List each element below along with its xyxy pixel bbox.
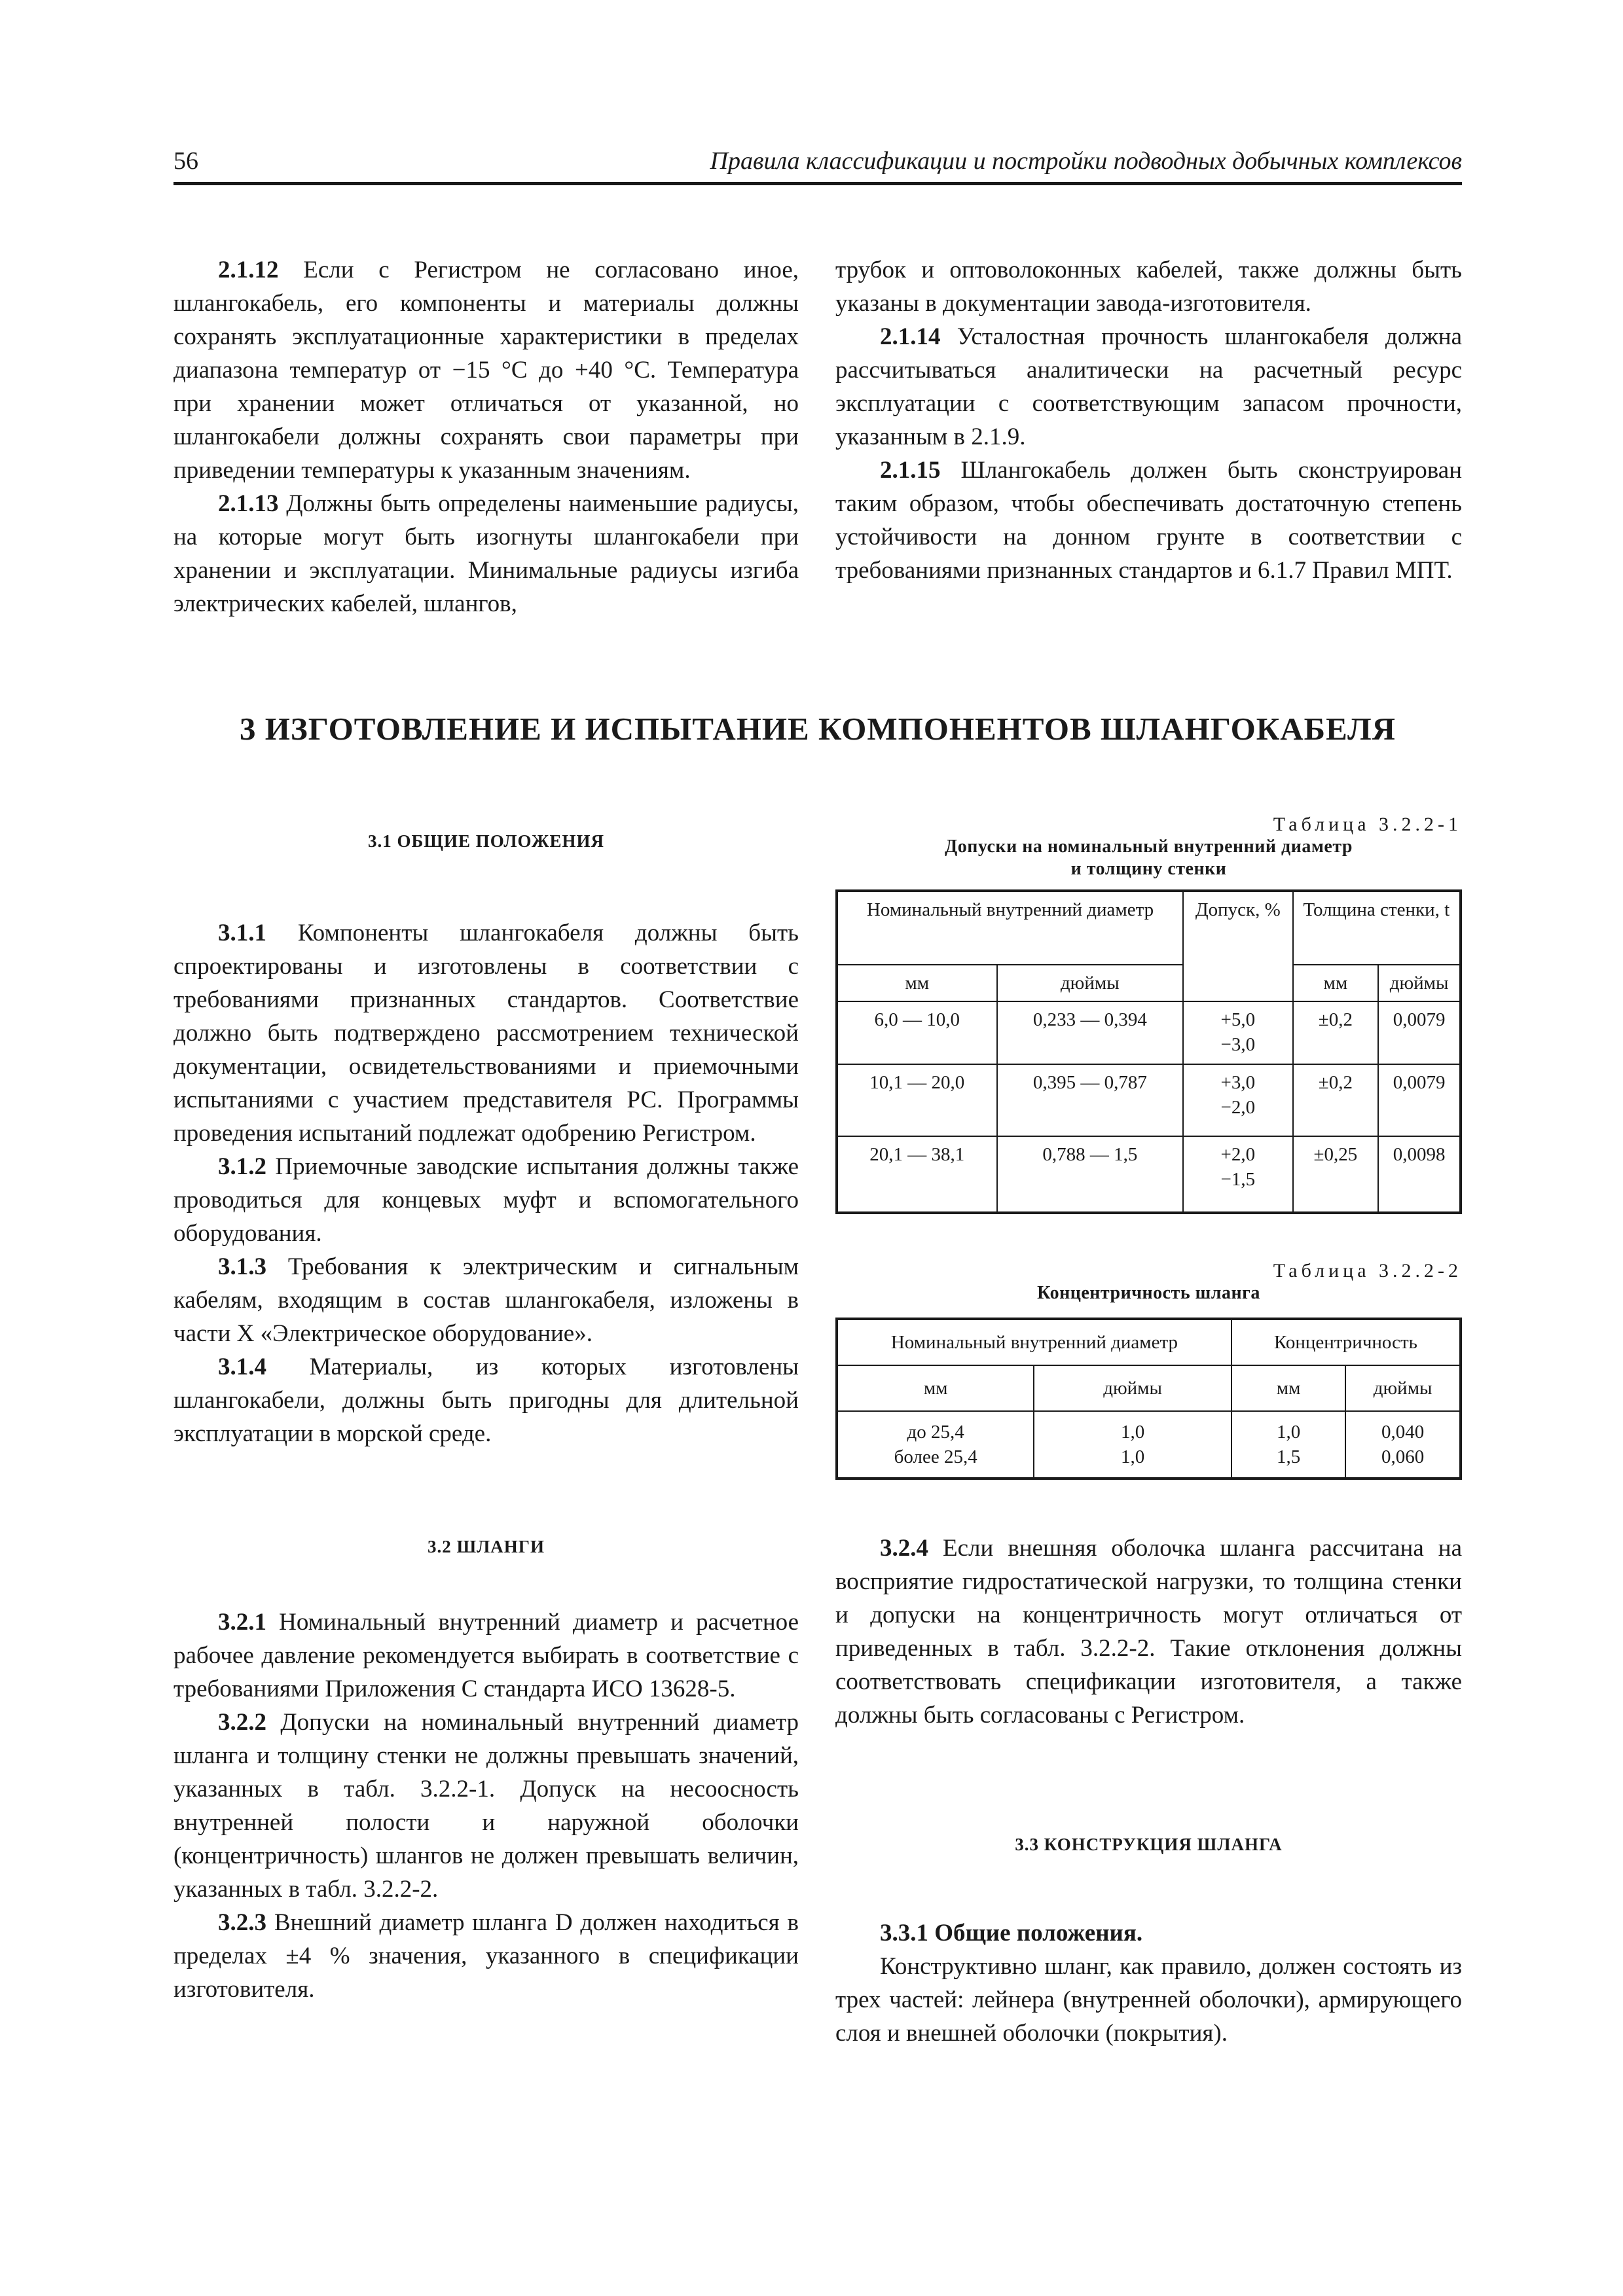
section-3-1-body xyxy=(173,916,799,1450)
clause-number: 3.2.1 xyxy=(218,1609,266,1636)
table-cell: 0,233 — 0,394 xyxy=(997,1001,1184,1064)
clause-3-2-4 xyxy=(835,1532,1462,1732)
tolerance-table xyxy=(835,889,1462,1214)
table-cell: ±0,2 xyxy=(1293,1064,1379,1136)
table-row xyxy=(837,1136,1461,1213)
paragraph: 3.2.2 Допуски на номинальный внутренний диаметр шланга и толщину стенки не должны превышать значений, указанных в табл. 3.2.2-1. Допуск на несоосность внутренней полости и наружной оболочки (концентричность) шлангов не должен превышать величин, указанных в табл. 3.2.2-2. xyxy=(173,1709,799,1903)
table-title: Допуски на номинальный внутренний диаметр и толщину стенки xyxy=(944,836,1353,879)
table-cell: 0,0079 xyxy=(1378,1064,1461,1136)
table-row xyxy=(837,1001,1461,1064)
table-cell: 10,1 — 20,0 xyxy=(837,1064,997,1136)
paragraph xyxy=(835,1916,1462,1950)
clause-number: 3.1.2 xyxy=(218,1153,266,1180)
clause-number: 3.1.3 xyxy=(218,1253,266,1280)
table-cell: +2,0 −1,5 xyxy=(1183,1136,1293,1213)
header-cell: мм xyxy=(837,1365,1034,1411)
clause-number: 3.1.4 xyxy=(218,1354,266,1380)
paragraph: 2.1.15 Шлангокабель должен быть сконструирован таким образом, чтобы обеспечивать достаточную степень устойчивости на донном грунте в соответствии с требованиями признанных стандартов и 6.1.7 Правил МПТ. xyxy=(835,457,1462,584)
table-header-row xyxy=(837,1319,1461,1365)
header-cell: Толщина стенки, t xyxy=(1293,891,1461,965)
section-3-3-body xyxy=(835,1916,1462,2050)
header-cell: мм xyxy=(1231,1365,1345,1411)
table-row xyxy=(837,1411,1461,1479)
table-cell: 0,0079 xyxy=(1378,1001,1461,1064)
header-cell: Допуск, % xyxy=(1183,891,1293,1001)
section-3-1-title: 3.1 ОБЩИЕ ПОЛОЖЕНИЯ xyxy=(367,831,605,851)
paragraph: 2.1.13 Должны быть определены наименьшие радиусы, на которые могут быть изогнуты шлангокабели при хранении и эксплуатации. Минимальные радиусы изгиба электрических кабелей, шлангов, xyxy=(173,490,799,617)
clause-number: 3.2.4 xyxy=(880,1535,928,1562)
paragraph: 2.1.12 Если с Регистром не согласовано иное, шлангокабель, его компоненты и материалы должны сохранять эксплуатационные характеристики в пределах диапазона температур от −15 °С до +40 °С. Температура при хранении может отличаться от указанной, но шлангокабели должны сохранять свои параметры при приведении температуры к указанным значениям. xyxy=(173,257,799,484)
table-cell: 1,0 1,0 xyxy=(1034,1411,1231,1479)
section-3-2-body xyxy=(173,1605,799,2006)
paragraph: 3.1.2 Приемочные заводские испытания должны также проводиться для концевых муфт и вспомогательного оборудования. xyxy=(173,1153,799,1247)
header-cell: дюймы xyxy=(1378,965,1461,1001)
table-row xyxy=(837,1064,1461,1136)
page-number: 56 xyxy=(173,147,198,175)
table-cell: +3,0 −2,0 xyxy=(1183,1064,1293,1136)
table-header-row xyxy=(837,891,1461,965)
clause-number: 2.1.13 xyxy=(218,490,279,517)
paragraph: 3.2.3 Внешний диаметр шланга D должен находиться в пределах ±4 % значения, указанного в спецификации изготовителя. xyxy=(173,1909,799,2003)
clause-number: 3.2.3 xyxy=(218,1909,266,1936)
clause-number: 2.1.12 xyxy=(218,257,279,283)
table-cell: 20,1 — 38,1 xyxy=(837,1136,997,1213)
paragraph: 3.1.3 Требования к электрическим и сигнальным кабелям, входящим в состав шлангокабеля, изложены в части X «Электрическое оборудование». xyxy=(173,1253,799,1347)
clause-number: 3.2.2 xyxy=(218,1709,266,1736)
table-cell: ±0,2 xyxy=(1293,1001,1379,1064)
subsection-heading: 3.3.1 Общие положения. xyxy=(880,1920,1143,1946)
table-header-row xyxy=(837,1365,1461,1411)
header-cell: Номинальный внутренний диаметр xyxy=(837,1319,1231,1365)
header-cell: Концентричность xyxy=(1231,1319,1461,1365)
concentricity-table xyxy=(835,1318,1462,1480)
header-cell: дюймы xyxy=(1345,1365,1461,1411)
clause-number: 3.1.1 xyxy=(218,920,266,946)
paragraph: 2.1.14 Усталостная прочность шлангокабеля должна рассчитываться аналитически на расчетный ресурс эксплуатации с соответствующим запасом прочности, указанным в 2.1.9. xyxy=(835,323,1462,450)
table-cell: до 25,4 более 25,4 xyxy=(837,1411,1034,1479)
table-header-row xyxy=(837,965,1461,1001)
section-3-3-title: 3.3 КОНСТРУКЦИЯ ШЛАНГА xyxy=(1015,1835,1283,1854)
paragraph: 3.1.1 Компоненты шлангокабеля должны быть спроектированы и изготовлены в соответствии с требованиями признанных стандартов. Соответствие должно быть подтверждено рассмотрением технической документации, освидетельствованиями и приемочными испытаниями с участием представителя РС. Программы проведения испытаний подлежат одобрению Регистром. xyxy=(173,920,799,1147)
table-number: Таблица 3.2.2-1 xyxy=(1273,814,1462,835)
header-cell: мм xyxy=(1293,965,1379,1001)
column-right-top xyxy=(835,253,1462,587)
table-cell: 0,040 0,060 xyxy=(1345,1411,1461,1479)
section-3-2-title: 3.2 ШЛАНГИ xyxy=(428,1537,545,1556)
column-left-top xyxy=(173,253,799,620)
header-cell: дюймы xyxy=(997,965,1184,1001)
table-cell: ±0,25 xyxy=(1293,1136,1379,1213)
table-cell: 0,788 — 1,5 xyxy=(997,1136,1184,1213)
paragraph: 3.2.4 Если внешняя оболочка шланга рассчитана на восприятие гидростатической нагрузки, то толщина стенки и допуски на концентричность могут отличаться от приведенных в табл. 3.2.2-2. Такие отклонения должны соответствовать спецификации изготовителя, а также должны быть согласованы с Регистром. xyxy=(835,1535,1462,1729)
page-header xyxy=(173,143,1462,185)
table-cell: 6,0 — 10,0 xyxy=(837,1001,997,1064)
table-3-2-2-2-block xyxy=(835,1260,1462,1480)
table-title: Концентричность шланга xyxy=(1037,1283,1260,1303)
paragraph: 3.2.1 Номинальный внутренний диаметр и расчетное рабочее давление рекомендуется выбирать в соответствие с требованиями Приложения С стандарта ИСО 13628-5. xyxy=(173,1609,799,1702)
header-cell: дюймы xyxy=(1034,1365,1231,1411)
clause-number: 2.1.15 xyxy=(880,457,941,484)
paragraph: Конструктивно шланг, как правило, должен состоять из трех частей: лейнера (внутренней оболочки), армирующего слоя и внешней оболочки (покрытия). xyxy=(835,1953,1462,2047)
running-title: Правила классификации и постройки подводных добычных комплексов xyxy=(710,147,1462,175)
header-cell: Номинальный внутренний диаметр xyxy=(837,891,1183,965)
table-cell: 1,0 1,5 xyxy=(1231,1411,1345,1479)
table-cell: 0,0098 xyxy=(1378,1136,1461,1213)
table-cell: 0,395 — 0,787 xyxy=(997,1064,1184,1136)
paragraph: трубок и оптоволоконных кабелей, также должны быть указаны в документации завода-изготовителя. xyxy=(835,257,1462,317)
header-cell: мм xyxy=(837,965,997,1001)
paragraph: 3.1.4 Материалы, из которых изготовлены шлангокабели, должны быть пригодны для длительной эксплуатации в морской среде. xyxy=(173,1354,799,1447)
chapter-title: 3 ИЗГОТОВЛЕНИЕ И ИСПЫТАНИЕ КОМПОНЕНТОВ ШЛАНГОКАБЕЛЯ xyxy=(239,711,1396,747)
clause-number: 2.1.14 xyxy=(880,323,941,350)
table-cell: +5,0 −3,0 xyxy=(1183,1001,1293,1064)
table-number: Таблица 3.2.2-2 xyxy=(1273,1260,1462,1282)
table-3-2-2-1-block xyxy=(835,814,1462,1214)
